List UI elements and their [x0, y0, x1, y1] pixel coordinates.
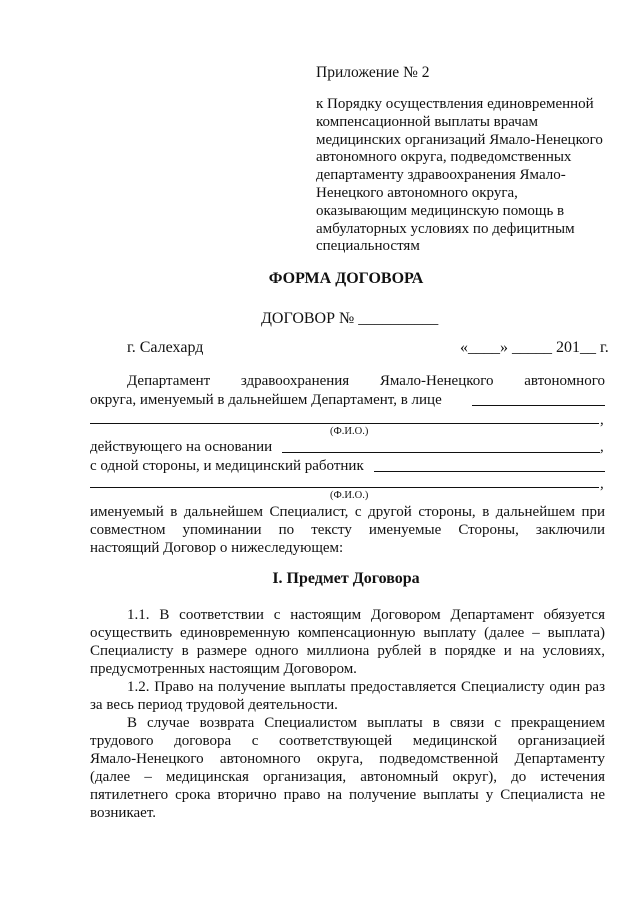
medical-worker-name-line — [90, 487, 599, 488]
comma: , — [600, 476, 604, 492]
paragraph-1-1-line: 1.1. В соответствии с настоящим Договором Департамент обязуется — [127, 607, 605, 623]
fio-caption: (Ф.И.О.) — [330, 490, 369, 501]
appendix-line: к Порядку осуществления единовременной — [316, 96, 594, 112]
paragraph-1-1-line: Специалисту в размере одного миллиона рублей в порядке и на условиях, — [90, 643, 605, 659]
comma: , — [600, 412, 604, 428]
appendix-line: компенсационной выплаты врачам — [316, 113, 538, 130]
appendix-line: Ненецкого автономного округа, — [316, 184, 518, 201]
other-side-label: с одной стороны, и медицинский работник — [90, 458, 364, 474]
contract-city: г. Салехард — [127, 339, 204, 356]
acting-basis-label: действующего на основании — [90, 439, 273, 455]
return-clause-line: пятилетнего срока вторично право на получение выплаты у Специалиста не — [90, 787, 605, 803]
appendix-line: департаменту здравоохранения Ямало- — [316, 167, 566, 184]
appendix-title: Приложение № 2 — [316, 64, 430, 81]
form-title: ФОРМА ДОГОВОРА — [268, 270, 424, 287]
appendix-line: оказывающим медицинскую помощь в — [316, 202, 565, 219]
acting-basis-line — [282, 452, 600, 453]
comma: , — [600, 439, 604, 455]
parties-line-1: Департамент здравоохранения Ямало-Ненецкого автономного — [127, 373, 605, 389]
appendix-line: автономного округа, подведомственных — [316, 149, 572, 166]
appendix-text — [316, 96, 603, 256]
fio-caption: (Ф.И.О.) — [330, 426, 369, 437]
return-clause-line: Ямало-Ненецкого автономного округа, подведомственной Департаменту — [90, 751, 605, 767]
return-clause-line: возникает. — [90, 805, 157, 821]
intro-line: именуемый в дальнейшем Специалист, с другой стороны, в дальнейшем при — [90, 504, 605, 520]
return-clause-line: В случае возврата Специалистом выплаты в связи с прекращением — [127, 715, 605, 731]
paragraph-1-1-line: осуществить единовременную компенсационную выплату (далее – выплата) — [90, 625, 605, 641]
intro-line: совместном упоминании по тексту именуемые Стороны, заключили — [90, 522, 605, 538]
medical-worker-line — [374, 471, 605, 472]
representative-fill-line — [472, 405, 605, 406]
parties-line-2: округа, именуемый в дальнейшем Департамент, в лице — [90, 392, 442, 408]
return-clause-line: трудового договора с соответствующей медицинской организацией — [90, 733, 605, 749]
paragraph-1-2-line: за весь период трудовой деятельности. — [90, 697, 338, 713]
paragraph-1-2-line: 1.2. Право на получение выплаты предоставляется Специалисту один раз — [127, 679, 605, 695]
paragraph-1-1-line: предусмотренных настоящим Договором. — [90, 661, 357, 677]
intro-line: настоящий Договор о нижеследующем: — [90, 540, 344, 556]
appendix-line: амбулаторных условиях по дефицитным — [316, 220, 575, 237]
return-clause-line: (далее – медицинская организация, автономный округ), до истечения — [90, 769, 605, 785]
appendix-line: медицинских организаций Ямало-Ненецкого — [316, 131, 603, 148]
contract-date: «____» _____ 201__ г. — [460, 339, 609, 356]
appendix-line: специальностям — [316, 238, 420, 255]
representative-name-line — [90, 423, 599, 424]
section-title: I. Предмет Договора — [272, 570, 420, 587]
contract-title: ДОГОВОР № __________ — [261, 310, 439, 327]
